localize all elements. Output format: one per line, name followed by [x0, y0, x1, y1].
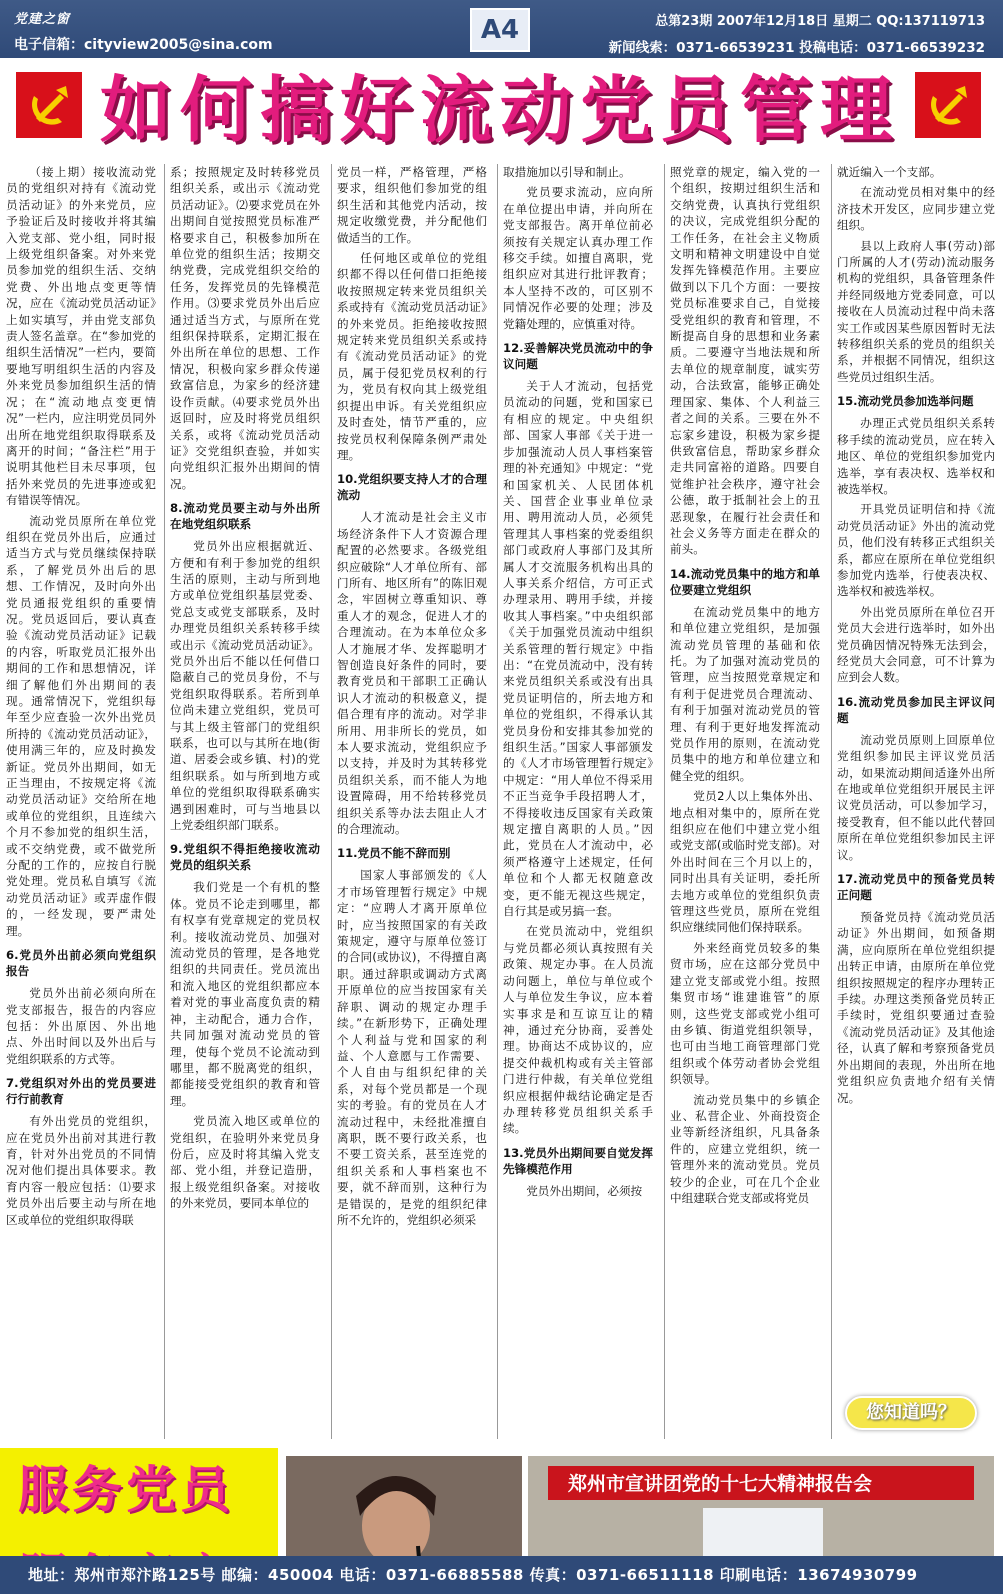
page-title: 如何搞好流动党员管理 — [100, 67, 901, 152]
section-heading: 15.流动党员参加选举问题 — [837, 394, 974, 409]
section-heading: 13.党员外出期间要自觉发挥先锋模范作用 — [503, 1145, 653, 1176]
party-flag-icon — [16, 72, 82, 138]
column-divider — [664, 164, 665, 1439]
section-heading: 6.党员外出前必须向党组织报告 — [6, 948, 156, 979]
paragraph: 党员一样，严格管理，严格要求，组织他们参加党的组织生活和其他党内活动，按规定收缴党费，并分配他们做适当的工作。 — [337, 165, 487, 245]
paragraph: 照党章的规定，编入党的一个组织，按期过组织生活和交纳党费，认真执行党组织的决议，完成党组织分配的工作任务，在社会主义物质文明和精神文明建设中自觉发挥先锋模范作用。主要应做到以下几个方面：一要按党员标准要求自己，自觉接受党组织的教育和管理，不断提高自身的思想和业务素质。二要遵守当地法规和所去单位的规章制度，诚实劳动，合法致富，能够正确处理国家、集体、个人利益三者之间的关系。三要在外不忘家乡建设，积极为家乡提供致富信息，帮助家乡群众走共同富裕的道路。四要自觉维护社会秩序，遵守社会公德，敢于抵制社会上的丑恶现象，在履行社会责任和社会义务等方面走在群众的前头。 — [670, 165, 820, 557]
paragraph: 关于人才流动，包括党员流动的问题，党和国家已有相应的规定。中央组织部、国家人事部《关于进一步加强流动人员人事档案管理的补充通知》中规定：“党和国家机关、人民团体机关、国营企业事业单位录用、聘用流动人员，必须凭管理其人事档案的党委组织部门或政府人事部门及其所属人才交流服务机构出具的人事关系介绍信，方可正式办理录用、聘用手续，并接收其人事档案。”中央组织部《关于加强党员流动中组织关系管理的暂行规定》中指出：“在党员流动中，没有转来党员组织关系或没有出具党员证明信的，所去地方和单位的党组织，不得承认其党员身份和安排其参加党的组织生活。”国家人事部颁发的《人才市场管理暂行规定》中规定：“用人单位不得采用不正当竞争手段招聘人才，不得接收违反国家有关政策规定擅自离职的人员。”因此，党员在人才流动中，必须严格遵守上述规定，任何单位和个人都无权随意改变，更不能无视这些规定，自行其是或另搞一套。 — [503, 379, 653, 919]
issue-line: 总第23期 2007年12月18日 星期二 QQ:137119713 — [655, 14, 985, 29]
paragraph: 党员要求流动，应向所在单位提出申请，并向所在党支部报告。离开单位前必须按有关规定认真办理工作移交手续。如擅自离职，党组织应对其进行批评教育；本人坚持不改的，可区别不同情况作必要的处理；涉及党籍处理的，应慎重对待。 — [503, 185, 653, 331]
did-you-know-badge: 您知道吗？ — [845, 1396, 977, 1430]
section-heading: 8.流动党员要主动与外出所在地党组织联系 — [170, 501, 320, 532]
paragraph: 人才流动是社会主义市场经济条件下人才资源合理配置的必然要求。各级党组织应破除“人才单位所有、部门所有、地区所有”的陈旧观念，牢固树立尊重知识、尊重人才的观念，促进人才的合理流动。在为本单位众多人才施展才华、发挥聪明才智创造良好条件的同时，要教育党员和干部职工正确认识人才流动的积极意义，提倡合理有序的流动。对学非所用、用非所长的党员，如本人要求流动，党组织应予以支持，并及时为其转移党员组织关系，而不能人为地设置障碍，用不给转移党员组织关系等办法去阻止人才的合理流动。 — [337, 510, 487, 837]
column-divider — [831, 164, 832, 1439]
column-divider — [164, 164, 165, 1439]
hotline-line: 新闻线索：0371-66539231 投稿电话：0371-66539232 — [608, 40, 985, 56]
paragraph: 党员外出前必须向所在党支部报告，报告的内容应包括：外出原因、外出地点、外出时间以及外出后与党组织联系的方式等。 — [6, 986, 156, 1066]
paragraph: 在流动党员集中的地方和单位建立党组织，是加强流动党员管理的基础和依托。为了加强对流动党员的管理，应当按照党章规定和有利于促进党员合理流动、有利于加强对流动党员的管理、有利于更好地发挥流动党员作用的原则，在流动党员集中的地方和单位建立和健全党的组织。 — [670, 604, 820, 783]
paragraph: 办理正式党员组织关系转移手续的流动党员，应在转入地区、单位的党组织参加党内选举，享有表决权、选举权和被选举权。 — [837, 416, 995, 496]
page-number: A4 — [470, 8, 530, 52]
paragraph: 外出党员原所在单位召开党员大会进行选举时，如外出党员确因情况特殊无法到会，经党员大会同意，可不计算为应到会人数。 — [837, 604, 995, 685]
section-heading: 9.党组织不得拒绝接收流动党员的组织关系 — [170, 842, 320, 873]
title-band — [0, 60, 1003, 160]
paragraph: 开具党员证明信和持《流动党员活动证》外出的流动党员，他们没有转移正式组织关系，都应在原所在单位党组织参加党内选举，行使表决权、选举权和被选举权。 — [837, 502, 995, 599]
email-line: 电子信箱：cityview2005@sina.com — [14, 37, 273, 53]
footer-contact: 地址：郑州市郑汴路125号 邮编：450004 电话：0371-66885588 传真：0371-66511118 印刷电话：13674930799 — [0, 1556, 1003, 1594]
section-heading: 16.流动党员参加民主评议问题 — [837, 694, 995, 725]
party-flag-icon — [915, 72, 981, 138]
paragraph: 党员外出应根据就近、方便和有利于参加党的组织生活的原则，主动与所到地方或单位党组织基层党委、党总支或党支部联系，及时办理党员组织关系转移手续或出示《流动党员活动证》。党员外出后不能以任何借口隐蔽自己的党员身份，不与党组织取得联系。若所到单位尚未建立党组织，党员可与其上级主管部门的党组织联系，也可以与其所在地(街道、居委会或乡镇、村)的党组织联系。如与所到地方或单位的党组织取得联系确实遇到困难时，可与当地县以上党委组织部门联系。 — [170, 539, 320, 833]
paragraph: 我们党是一个有机的整体。党员不论走到哪里，都有权享有党章规定的党员权利。接收流动党员、加强对流动党员的管理，是各地党组织的共同责任。党员流出和流入地区的党组织都应本着对党的事业高度负责的精神，主动配合，通力合作，共同加强对流动党员的管理，使每个党员不论流动到哪里，都不脱离党的组织，都能接受党组织的教育和管理。 — [170, 880, 320, 1108]
paragraph: 流动党员集中的乡镇企业、私营企业、外商投资企业等新经济组织，凡具备条件的，应建立党组织，统一管理外来的流动党员。党员较少的企业，可在几个企业中组建联合党支部或将党员 — [670, 1092, 820, 1205]
paragraph: 流动党员原所在单位党组织在党员外出后，应通过适当方式与党员继续保持联系，了解党员外出后的思想、工作情况，及时向外出党员通报党组织的重要情况。党员返回后，要认真查验《流动党员活动证》记载的内容，听取党员汇报外出期间的工作和思想情况，详细了解他们外出期间的表现。通常情况下，党组织每年至少应查验一次外出党员所持的《流动党员活动证》，使用满三年的，应及时换发新证。党员外出期间，如无正当理由，不按规定将《流动党员活动证》交给所在地或单位的党组织，且连续六个月不参加党的组织生活，或不交纳党费，或不做党所分配的工作的，应按自行脱党处理。党员私自填写《流动党员活动证》或弄虚作假的，一经发现，要严肃处理。 — [6, 513, 156, 938]
paragraph: 外来经商党员较多的集贸市场，应在这部分党员中建立党支部或党小组。按照集贸市场“谁建谁管”的原则，这些党支部或党小组可由乡镇、街道党组织领导，也可由当地工商管理部门党组织或个体劳动者协会党组织领导。 — [670, 940, 820, 1087]
article-body — [0, 164, 1003, 1444]
paragraph: 有外出党员的党组织，应在党员外出前对其进行教育，针对外出党员的不同情况对他们提出具体要求。教育内容一般应包括：⑴要求党员外出后要主动与所在地区或单位的党组织取得联 — [6, 1114, 156, 1227]
section-heading: 10.党组织要支持人才的合理流动 — [337, 472, 487, 503]
section-name: 党建之窗 — [14, 12, 71, 27]
column-divider — [331, 164, 332, 1439]
section-heading: 17.流动党员中的预备党员转正问题 — [837, 872, 995, 903]
paragraph: 在党员流动中，党组织与党员都必须认真按照有关政策、规定办事。在人员流动问题上，单位与单位或个人与单位发生争议，应本着实事求是和互谅互让的精神，通过充分协商，妥善处理。协商达不成协议的，应提交仲裁机构或有关主管部门进行仲裁，有关单位党组织应根据仲裁结论确定是否办理转移党员组织关系手续。 — [503, 924, 653, 1136]
paragraph: 就近编入一个支部。 — [837, 165, 942, 179]
section-heading: 7.党组织对外出的党员要进行行前教育 — [6, 1076, 156, 1107]
column-2 — [170, 164, 320, 1434]
column-6 — [837, 164, 995, 1389]
paragraph: 任何地区或单位的党组织都不得以任何借口拒绝接收按照规定转来党员组织关系或持有《流动党员活动证》的外来党员。拒绝接收按照规定转来党员组织关系或持有《流动党员活动证》的党员，属于侵犯党员权利的行为，党员有权向其上级党组织提出申诉。有关党组织应及时查处，情节严重的，应按党员权利保障条例严肃处理。 — [337, 251, 487, 462]
paragraph: 在流动党员相对集中的经济技术开发区，应同步建立党组织。 — [837, 185, 995, 233]
paragraph: 县以上政府人事(劳动)部门所属的人才(劳动)流动服务机构的党组织，具备管理条件并经同级地方党委同意，可以接收在人员流动过程中尚未落实工作或因某些原因暂时无法转移组织关系的党员的组织关系，并根据不同情况，组织这些党员过组织生活。 — [837, 238, 995, 384]
slogan: 服务党员 — [18, 1460, 234, 1519]
section-heading: 14.流动党员集中的地方和单位要建立党组织 — [670, 566, 820, 597]
column-5 — [670, 164, 820, 1434]
column-4 — [503, 164, 653, 1434]
paragraph: 流动党员原则上回原单位党组织参加民主评议党员活动，如果流动期间适逢外出所在地或单位党组织开展民主评议党员活动，可以参加学习，接受教育，但不能以此代替回原所在单位党组织参加民主评议。 — [837, 732, 995, 862]
banner-text: 郑州市宣讲团党的十七大精神报告会 — [568, 1473, 873, 1495]
paragraph: 党员2人以上集体外出、地点相对集中的，原所在党组织应在他们中建立党小组或党支部(或临时党支部)。对外出时间在三个月以上的，同时出具有关证明，委托所去地方或单位的党组织负责管理这些党员，原所在党组织应继续同他们保持联系。 — [670, 789, 820, 935]
paragraph: 党员流入地区或单位的党组织，在验明外来党员身份后，应及时将其编入党支部、党小组，并登记造册，报上级党组织备案。对接收的外来党员，要同本单位的 — [170, 1114, 320, 1211]
paragraph: （接上期）接收流动党员的党组织对持有《流动党员活动证》的外来党员，应予验证后及时接收并将其编入党支部、党小组，同时报上级党组织备案。对外来党员参加党的组织生活、交纳党费、外出地点变更等情况，应在《流动党员活动证》上如实填写，并由党支部负责人签名盖章。在“参加党的组织生活情况”一栏内，要简要地写明组织生活的内容及外来党员参加组织生活的情况；在“流动地点变更情况”一栏内，应注明党员同外出所在地党组织取得联系及离开的时间；“备注栏”用于说明其他栏目未尽事项，包括外来党员的先进事迹或犯有错误等情况。 — [6, 165, 156, 508]
section-heading: 12.妥善解决党员流动中的争议问题 — [503, 341, 653, 372]
paragraph: 预备党员持《流动党员活动证》外出期间，如预备期满，应向原所在单位党组织提出转正申请，由原所在单位党组织按照规定的程序办理转正手续。办理这类预备党员转正手续时，党组织要通过查验《流动党员活动证》及其他途径，认真了解和考察预备党员外出期间的表现，外出所在地党组织应负责地介绍有关情况。 — [837, 910, 995, 1105]
section-heading: 11.党员不能不辞而别 — [337, 846, 451, 861]
paragraph: 取措施加以引导和制止。 — [503, 165, 631, 179]
paragraph: 国家人事部颁发的《人才市场管理暂行规定》中规定：“应聘人才离开原单位时，应当按照国家的有关政策规定，遵守与原单位签订的合同(或协议)，不得擅自离职。通过辞职或调动方式离开原单位的应当按国家有关辞职、调动的规定办理手续。”在新形势下，正确处理个人利益与党和国家的利益、个人意愿与工作需要、个人自由与组织纪律的关系，对每个党员都是一个现实的考验。有的党员在人才流动过程中，未经批准擅自离职，既不要行政关系，也不要工资关系，甚至连党的组织关系和人事档案也不要，就不辞而别，这种行为是错误的，是党的组织纪律所不允许的，党组织必须采 — [337, 868, 487, 1227]
paragraph: 党员外出期间，必须按 — [526, 1183, 643, 1198]
column-3 — [337, 164, 487, 1434]
paragraph: 系；按照规定及时转移党员组织关系，或出示《流动党员活动证》。⑵要求党员在外出期间自觉按照党员标准严格要求自己，积极参加所在单位党的组织生活；按期交纳党费，完成党组织交给的任务，发挥党员的先锋模范作用。⑶要求党员外出后应通过适当方式，与原所在党组织保持联系，定期汇报在外出所在单位的思想、工作情况，积极向家乡群众传递致富信息，为家乡的经济建设作贡献。⑷要求党员外出返回时，应及时将党员组织关系，或将《流动党员活动证》交党组织查验，并如实向党组织汇报外出期间的情况。 — [170, 165, 320, 491]
column-divider — [497, 164, 498, 1439]
column-1 — [6, 164, 156, 1434]
